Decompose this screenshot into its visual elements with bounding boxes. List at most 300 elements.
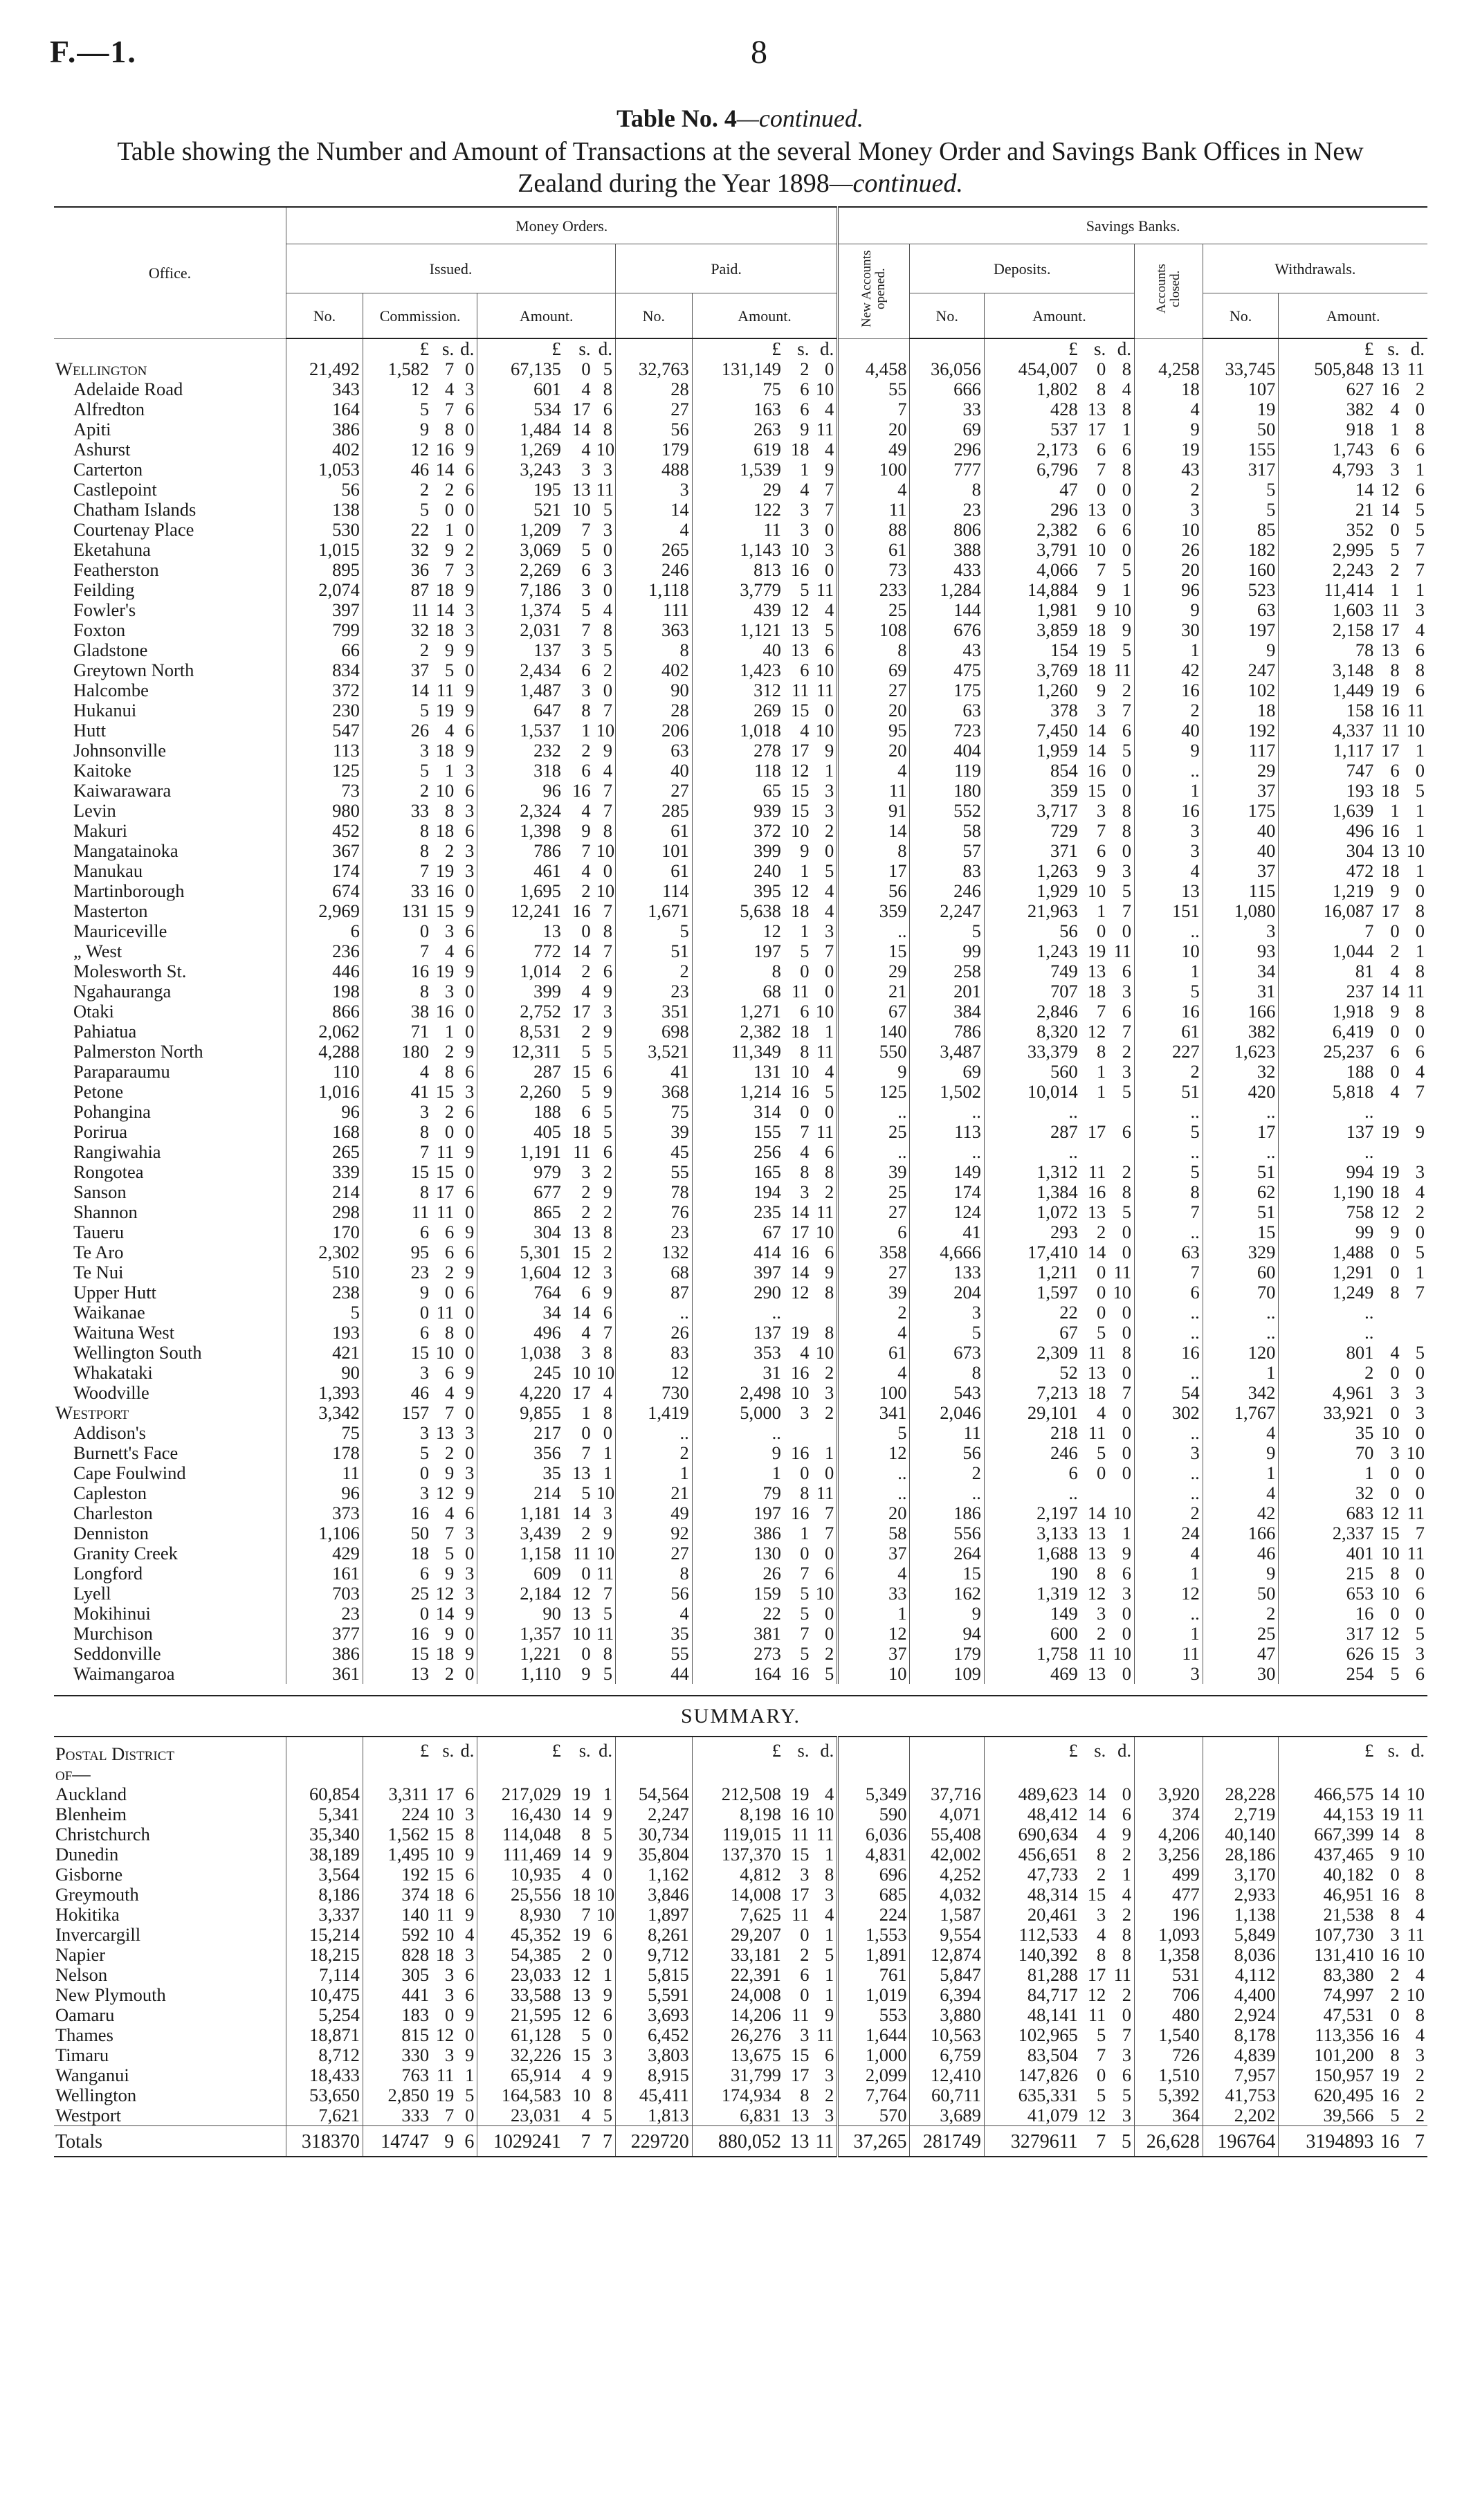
paid-no: 114 <box>615 881 692 901</box>
paid-amount-shillings: 11 <box>791 680 810 700</box>
withdrawals-amount-shillings: 12 <box>1381 480 1400 500</box>
office-name: Ashurst <box>73 439 131 460</box>
paid-amount-pounds: 9 <box>692 1443 784 1463</box>
unit-pence: d. <box>1410 338 1425 359</box>
accounts-closed: 1,540 <box>1135 2025 1203 2045</box>
paid-amount-pence: 4 <box>825 439 834 460</box>
commission-pence: 0 <box>465 1202 475 1222</box>
office-row <box>54 921 1427 941</box>
office-row <box>54 961 1427 981</box>
withdrawals-amount-pence: 11 <box>1407 700 1425 720</box>
deposits-amount-pence: 8 <box>1122 821 1132 841</box>
deposits-amount-shillings: 5 <box>1097 1323 1106 1343</box>
paid-amount-pounds: 290 <box>692 1282 784 1303</box>
withdrawals-amount-pence <box>1403 1102 1427 1122</box>
accounts-closed: 7 <box>1135 1262 1203 1282</box>
deposits-no: 3,689 <box>910 2105 984 2126</box>
issued-amount-pence: 8 <box>603 1403 612 1423</box>
accounts-closed: 63 <box>1135 1242 1203 1262</box>
office-row <box>54 1182 1427 1202</box>
office-row <box>54 1242 1427 1262</box>
issued-amount-shillings: 4 <box>581 2065 591 2085</box>
deposits-amount-shillings: 13 <box>1087 961 1106 981</box>
paid-amount-shillings: 6 <box>800 1001 810 1022</box>
issued-amount-shillings: 0 <box>581 1563 591 1584</box>
deposits-amount-shillings: 6 <box>1097 520 1106 540</box>
issued-amount-pounds: 217 <box>477 1423 564 1443</box>
paid-amount-pounds: 5,000 <box>692 1403 784 1423</box>
withdrawals-amount-pounds: 74,997 <box>1279 1985 1376 2005</box>
paid-amount-pence: 6 <box>825 1142 834 1162</box>
paid-amount-pence: 0 <box>825 1604 834 1624</box>
issued-amount-pounds: 3,069 <box>477 540 564 560</box>
unit-pound: £ <box>363 1737 432 1764</box>
deposits-amount-pounds: 456,651 <box>984 1844 1080 1865</box>
issued-no: 265 <box>286 1142 363 1162</box>
issued-no: 164 <box>286 399 363 419</box>
accounts-closed: 151 <box>1135 901 1203 921</box>
commission-pounds: 0 <box>363 921 432 941</box>
table-title-main: Table No. 4 <box>616 105 737 132</box>
deposits-amount-pounds: 287 <box>984 1122 1080 1142</box>
deposits-amount-pence: 0 <box>1122 781 1132 801</box>
paid-amount-pence: 10 <box>815 1222 834 1242</box>
deposits-no: 404 <box>910 741 984 761</box>
deposits-amount-pounds: 84,717 <box>984 1985 1080 2005</box>
paid-amount-pence: 0 <box>825 1463 834 1483</box>
withdrawals-amount-shillings: 16 <box>1381 379 1400 399</box>
district-row <box>54 2005 1427 2025</box>
deposits-no: 186 <box>910 1503 984 1523</box>
office-row <box>54 379 1427 399</box>
paid-amount-shillings: 9 <box>800 419 810 439</box>
withdrawals-no: 8,178 <box>1203 2025 1279 2045</box>
office-name: Sanson <box>73 1182 127 1202</box>
issued-amount-pence: 1 <box>603 1784 612 1804</box>
new-accounts: 95 <box>838 720 910 741</box>
deposits-amount-shillings: 13 <box>1087 1543 1106 1563</box>
issued-amount-pence: 9 <box>603 1985 612 2005</box>
accounts-closed: 54 <box>1135 1383 1203 1403</box>
deposits-amount-pence: 8 <box>1122 1925 1132 1945</box>
issued-amount-pence: 6 <box>603 399 612 419</box>
deposits-amount-shillings: 4 <box>1097 1403 1106 1423</box>
issued-amount-pounds: 1,357 <box>477 1624 564 1644</box>
paid-no: 3,846 <box>615 1885 692 1905</box>
issued-amount-pence: 10 <box>596 720 615 741</box>
deposits-no: 296 <box>910 439 984 460</box>
office-name: Martinborough <box>73 881 185 901</box>
commission-pounds: 16 <box>363 1503 432 1523</box>
office-name: Greymouth <box>55 1885 139 1905</box>
accounts-closed: 1 <box>1135 640 1203 660</box>
deposits-amount-pence: 0 <box>1122 1443 1132 1463</box>
deposits-amount-shillings: 13 <box>1087 399 1106 419</box>
office-name: Blenheim <box>55 1804 127 1824</box>
deposits-no: 9 <box>910 1604 984 1624</box>
office-name: Kaitoke <box>73 761 131 781</box>
commission-pence: 3 <box>465 861 475 881</box>
office-row <box>54 821 1427 841</box>
issued-amount-pounds: 45,352 <box>477 1925 564 1945</box>
commission-pounds: 71 <box>363 1022 432 1042</box>
issued-amount-pence: 8 <box>603 2085 612 2105</box>
deposits-amount-shillings: 13 <box>1087 500 1106 520</box>
paid-no: 56 <box>615 419 692 439</box>
paid-no: 1,671 <box>615 901 692 921</box>
withdrawals-no: 7,957 <box>1203 2065 1279 2085</box>
paid-amount-pence: 9 <box>825 2005 834 2025</box>
withdrawals-no: 42 <box>1203 1503 1279 1523</box>
issued-amount-pounds: 461 <box>477 861 564 881</box>
paid-amount-shillings: 16 <box>790 560 810 580</box>
paid-amount-pounds: 399 <box>692 841 784 861</box>
unit-pound: £ <box>984 338 1080 359</box>
withdrawals-amount-pence: 7 <box>1403 2126 1427 2157</box>
paid-no: 1,419 <box>615 1403 692 1423</box>
issued-amount-pence: 9 <box>603 1022 612 1042</box>
deposits-amount-pence: 0 <box>1122 1624 1132 1644</box>
withdrawals-amount-pounds: 137 <box>1279 1122 1376 1142</box>
office-name: „ West <box>73 941 122 961</box>
paid-no: 8,261 <box>615 1925 692 1945</box>
paid-amount-pence: 3 <box>825 921 834 941</box>
issued-amount-shillings: 10 <box>572 500 591 520</box>
paid-amount-shillings: 12 <box>790 1282 810 1303</box>
office-name: Cape Foulwind <box>73 1463 186 1483</box>
deposits-amount-pence: 5 <box>1122 881 1132 901</box>
commission-pounds: 14 <box>363 680 432 700</box>
deposits-amount-shillings: 3 <box>1097 801 1106 821</box>
withdrawals-no: 120 <box>1203 1343 1279 1363</box>
paid-amount-shillings: 0 <box>800 1925 810 1945</box>
issued-amount-shillings: 0 <box>581 359 591 379</box>
paid-no: 3 <box>615 480 692 500</box>
commission-pence: 0 <box>465 500 475 520</box>
deposits-amount-pounds: 359 <box>984 781 1080 801</box>
unit-shilling: s. <box>578 338 591 359</box>
new-accounts: 1 <box>838 1604 910 1624</box>
issued-amount-pence: 5 <box>603 359 612 379</box>
withdrawals-amount-shillings: 14 <box>1381 1784 1400 1804</box>
withdrawals-no: 50 <box>1203 1584 1279 1604</box>
new-accounts: 341 <box>838 1403 910 1423</box>
withdrawals-amount-shillings: 5 <box>1390 1664 1400 1684</box>
deposits-amount-shillings: 0 <box>1097 1303 1106 1323</box>
deposits-amount-pounds: 1,260 <box>984 680 1080 700</box>
issued-amount-pence: 0 <box>603 540 612 560</box>
issued-amount-pence: 10 <box>596 1363 615 1383</box>
withdrawals-amount-shillings: 19 <box>1381 1804 1400 1824</box>
commission-shillings: 4 <box>445 379 455 399</box>
deposits-amount-shillings: 9 <box>1097 580 1106 600</box>
issued-amount-shillings: 18 <box>572 1885 591 1905</box>
office-row <box>54 1363 1427 1383</box>
withdrawals-amount-pounds: 1,449 <box>1279 680 1376 700</box>
accounts-closed: 4 <box>1135 399 1203 419</box>
issued-amount-shillings: 13 <box>572 1604 591 1624</box>
commission-pence: 5 <box>465 2085 475 2105</box>
issued-no: 15,214 <box>286 1925 363 1945</box>
commission-pence: 6 <box>465 1102 475 1122</box>
withdrawals-amount-shillings: 0 <box>1390 1463 1400 1483</box>
withdrawals-amount-shillings <box>1376 1323 1402 1343</box>
new-accounts: 9 <box>838 1062 910 1082</box>
paid-amount-pence: 5 <box>825 1664 834 1684</box>
commission-pounds: 14747 <box>363 2126 432 2157</box>
new-accounts: 7,764 <box>838 2085 910 2105</box>
withdrawals-amount-shillings: 3 <box>1390 1925 1400 1945</box>
withdrawals-amount-pence: 6 <box>1415 1584 1425 1604</box>
issued-no: 339 <box>286 1162 363 1182</box>
commission-pounds: 16 <box>363 1624 432 1644</box>
new-accounts: 29 <box>838 961 910 981</box>
office-name: Manukau <box>73 861 143 881</box>
issued-amount-pence: 8 <box>603 821 612 841</box>
commission-shillings: 4 <box>445 720 455 741</box>
issued-amount-pounds: 13 <box>477 921 564 941</box>
deposits-no: 113 <box>910 1122 984 1142</box>
commission-pounds: 41 <box>363 1082 432 1102</box>
paid-no: 1,118 <box>615 580 692 600</box>
paid-amount-pounds: 131,149 <box>692 359 784 379</box>
withdrawals-no: 70 <box>1203 1282 1279 1303</box>
issued-no: 96 <box>286 1102 363 1122</box>
deposits-amount-pence: 8 <box>1122 1343 1132 1363</box>
issued-amount-pounds: 3,439 <box>477 1523 564 1543</box>
commission-shillings: 9 <box>445 540 455 560</box>
paid-amount-shillings: 5 <box>800 580 810 600</box>
deposits-amount-pounds: 1,758 <box>984 1644 1080 1664</box>
accounts-closed: 7 <box>1135 1202 1203 1222</box>
commission-shillings: 5 <box>445 1543 455 1563</box>
deposits-amount-pence: 2 <box>1122 1985 1132 2005</box>
new-accounts: 696 <box>838 1865 910 1885</box>
withdrawals-amount-pounds: .. <box>1279 1142 1376 1162</box>
office-row <box>54 399 1427 419</box>
new-accounts: 91 <box>838 801 910 821</box>
withdrawals-amount-shillings: 10 <box>1381 1423 1400 1443</box>
unit-shilling: s. <box>1093 338 1106 359</box>
deposits-amount-pounds: 48,141 <box>984 2005 1080 2025</box>
commission-shillings: 8 <box>445 801 455 821</box>
paid-amount-pounds: 137,370 <box>692 1844 784 1865</box>
issued-amount-pence: 5 <box>603 1122 612 1142</box>
withdrawals-no: 51 <box>1203 1162 1279 1182</box>
withdrawals-no: 37 <box>1203 781 1279 801</box>
paid-amount-pence: 10 <box>815 660 834 680</box>
issued-amount-pence: 4 <box>603 761 612 781</box>
withdrawals-amount-pence: 4 <box>1415 1182 1425 1202</box>
withdrawals-amount-pence: 3 <box>1415 1644 1425 1664</box>
withdrawals-no: 15 <box>1203 1222 1279 1242</box>
deposits-no: 4,252 <box>910 1865 984 1885</box>
withdrawals-amount-shillings: 6 <box>1390 761 1400 781</box>
withdrawals-amount-pence: 5 <box>1415 520 1425 540</box>
withdrawals-amount-pounds: .. <box>1279 1102 1376 1122</box>
paid-amount-pounds: 8,198 <box>692 1804 784 1824</box>
table-title <box>0 104 1480 133</box>
withdrawals-amount-pence: 5 <box>1415 781 1425 801</box>
deposits-amount-pence: 7 <box>1122 700 1132 720</box>
withdrawals-amount-pence <box>1403 1303 1427 1323</box>
paid-amount-pounds: 165 <box>692 1162 784 1182</box>
office-name: Waimangaroa <box>73 1664 175 1684</box>
withdrawals-no: 29 <box>1203 761 1279 781</box>
commission-pounds: 2 <box>363 640 432 660</box>
paid-amount-shillings: 2 <box>800 359 810 379</box>
withdrawals-amount-pounds: 1,918 <box>1279 1001 1376 1022</box>
paid-amount-pence: 9 <box>825 1262 834 1282</box>
new-accounts: .. <box>838 921 910 941</box>
new-accounts: 14 <box>838 821 910 841</box>
district-row <box>54 1905 1427 1925</box>
withdrawals-amount-shillings: 9 <box>1390 881 1400 901</box>
accounts-closed: 726 <box>1135 2045 1203 2065</box>
issued-amount-shillings: 6 <box>581 1282 591 1303</box>
spacer-row <box>54 1684 1427 1696</box>
issued-amount-pence: 5 <box>603 640 612 660</box>
withdrawals-amount-pounds: 1,488 <box>1279 1242 1376 1262</box>
issued-amount-pounds: 65,914 <box>477 2065 564 2085</box>
commission-shillings: 16 <box>435 439 455 460</box>
issued-amount-shillings: 2 <box>581 1523 591 1543</box>
paid-amount-pounds: 67 <box>692 1222 784 1242</box>
issued-no: 361 <box>286 1664 363 1684</box>
paid-amount-pence: 6 <box>825 640 834 660</box>
paid-amount-pence: 9 <box>825 741 834 761</box>
withdrawals-amount-pounds: 2,995 <box>1279 540 1376 560</box>
deposits-amount-shillings: 19 <box>1087 941 1106 961</box>
commission-shillings: 14 <box>435 1604 455 1624</box>
unit-pound: £ <box>477 1737 564 1764</box>
issued-amount-pounds: 1,209 <box>477 520 564 540</box>
withdrawals-no: 3 <box>1203 921 1279 941</box>
office-name: Makuri <box>73 821 128 841</box>
postal-of-row <box>54 1764 1427 1784</box>
commission-pounds: 157 <box>363 1403 432 1423</box>
deposits-amount-pounds: 489,623 <box>984 1784 1080 1804</box>
accounts-closed: 10 <box>1135 520 1203 540</box>
deposits-no: 42,002 <box>910 1844 984 1865</box>
deposits-amount-pounds: 1,243 <box>984 941 1080 961</box>
office-row <box>54 1483 1427 1503</box>
commission-pence: 9 <box>465 1142 475 1162</box>
deposits-amount-shillings <box>1081 1483 1109 1503</box>
issued-amount-pence: 9 <box>603 1182 612 1202</box>
issued-no: 373 <box>286 1503 363 1523</box>
issued-no: 1,393 <box>286 1383 363 1403</box>
commission-shillings: 18 <box>435 1885 455 1905</box>
deposits-amount-shillings: 7 <box>1097 821 1106 841</box>
office-row <box>54 1543 1427 1563</box>
deposits-amount-pence: 0 <box>1122 1242 1132 1262</box>
withdrawals-no: 115 <box>1203 881 1279 901</box>
withdrawals-amount-shillings: 1 <box>1390 801 1400 821</box>
new-accounts-label: New Accounts opened. <box>859 250 888 327</box>
issued-amount-pounds: 1,158 <box>477 1543 564 1563</box>
commission-pounds: 140 <box>363 1905 432 1925</box>
deposits-amount-pence: 0 <box>1122 500 1132 520</box>
office-row <box>54 1644 1427 1664</box>
paid-amount-shillings: 4 <box>800 1343 810 1363</box>
deposits-amount-pence: 6 <box>1122 439 1132 460</box>
office-row <box>54 1343 1427 1363</box>
deposits-amount-pence: 6 <box>1122 1001 1132 1022</box>
commission-pounds: 33 <box>363 801 432 821</box>
new-accounts: 27 <box>838 1202 910 1222</box>
commission-shillings: 18 <box>435 1945 455 1965</box>
office-name: Thames <box>55 2025 113 2045</box>
office-row <box>54 781 1427 801</box>
paid-amount-pounds: 314 <box>692 1102 784 1122</box>
deposits-amount-pounds: 1,959 <box>984 741 1080 761</box>
unit-shilling: s. <box>797 1740 810 1761</box>
commission-pounds: 5 <box>363 1443 432 1463</box>
paid-amount-pence: 11 <box>816 1042 834 1062</box>
commission-pence: 0 <box>465 520 475 540</box>
withdrawals-no: 317 <box>1203 460 1279 480</box>
withdrawals-amount-pounds: 3194893 <box>1279 2126 1376 2157</box>
issued-amount-pounds: 304 <box>477 1222 564 1242</box>
issued-amount-pence: 9 <box>603 1082 612 1102</box>
deposits-amount-pence: 8 <box>1122 399 1132 419</box>
paid-amount-pence: 0 <box>825 1624 834 1644</box>
paid-amount-pence: 0 <box>825 560 834 580</box>
paid-amount-shillings: 8 <box>800 1483 810 1503</box>
deposits-amount-pence: 2 <box>1122 680 1132 700</box>
new-accounts: 2 <box>838 1303 910 1323</box>
deposits-no: 258 <box>910 961 984 981</box>
commission-shillings: 14 <box>435 600 455 620</box>
office-name: Molesworth St. <box>73 961 187 981</box>
paid-amount-shillings: 19 <box>790 1784 810 1804</box>
new-accounts: 1,019 <box>838 1985 910 2005</box>
paid-amount-shillings: 15 <box>790 2045 810 2065</box>
deposits-amount-shillings: 7 <box>1081 2126 1109 2157</box>
paid-amount-pence: 5 <box>825 861 834 881</box>
new-accounts: 6 <box>838 1222 910 1242</box>
commission-pounds: 305 <box>363 1965 432 1985</box>
deposits-amount-pounds: 48,314 <box>984 1885 1080 1905</box>
withdrawals-amount-pounds: 70 <box>1279 1443 1376 1463</box>
withdrawals-amount-shillings: 9 <box>1390 1001 1400 1022</box>
withdrawals-no: 1,080 <box>1203 901 1279 921</box>
withdrawals-amount-pounds: 4,337 <box>1279 720 1376 741</box>
issued-amount-shillings: 4 <box>581 1865 591 1885</box>
issued-amount-pence: 8 <box>603 620 612 640</box>
withdrawals-amount-shillings: 1 <box>1390 580 1400 600</box>
commission-pence: 0 <box>465 2025 475 2045</box>
issued-amount-pounds: 1,038 <box>477 1343 564 1363</box>
deposits-amount-pence: 5 <box>1122 741 1132 761</box>
accounts-closed: 364 <box>1135 2105 1203 2126</box>
deposits-amount-pounds: 41,079 <box>984 2105 1080 2126</box>
accounts-closed: .. <box>1135 921 1203 941</box>
office-name: Waituna West <box>73 1323 175 1343</box>
paid-no: 68 <box>615 1262 692 1282</box>
commission-pounds: 192 <box>363 1865 432 1885</box>
withdrawals-amount-shillings: 0 <box>1390 2005 1400 2025</box>
withdrawals-no: 28,228 <box>1203 1784 1279 1804</box>
commission-shillings: 3 <box>445 2045 455 2065</box>
paid-no: 35,804 <box>615 1844 692 1865</box>
commission-pence: 0 <box>465 881 475 901</box>
paid-amount-shillings: 0 <box>800 1102 810 1122</box>
withdrawals-amount-pounds: 1,639 <box>1279 801 1376 821</box>
paid-no: 285 <box>615 801 692 821</box>
paid-amount-pence: 10 <box>815 379 834 399</box>
